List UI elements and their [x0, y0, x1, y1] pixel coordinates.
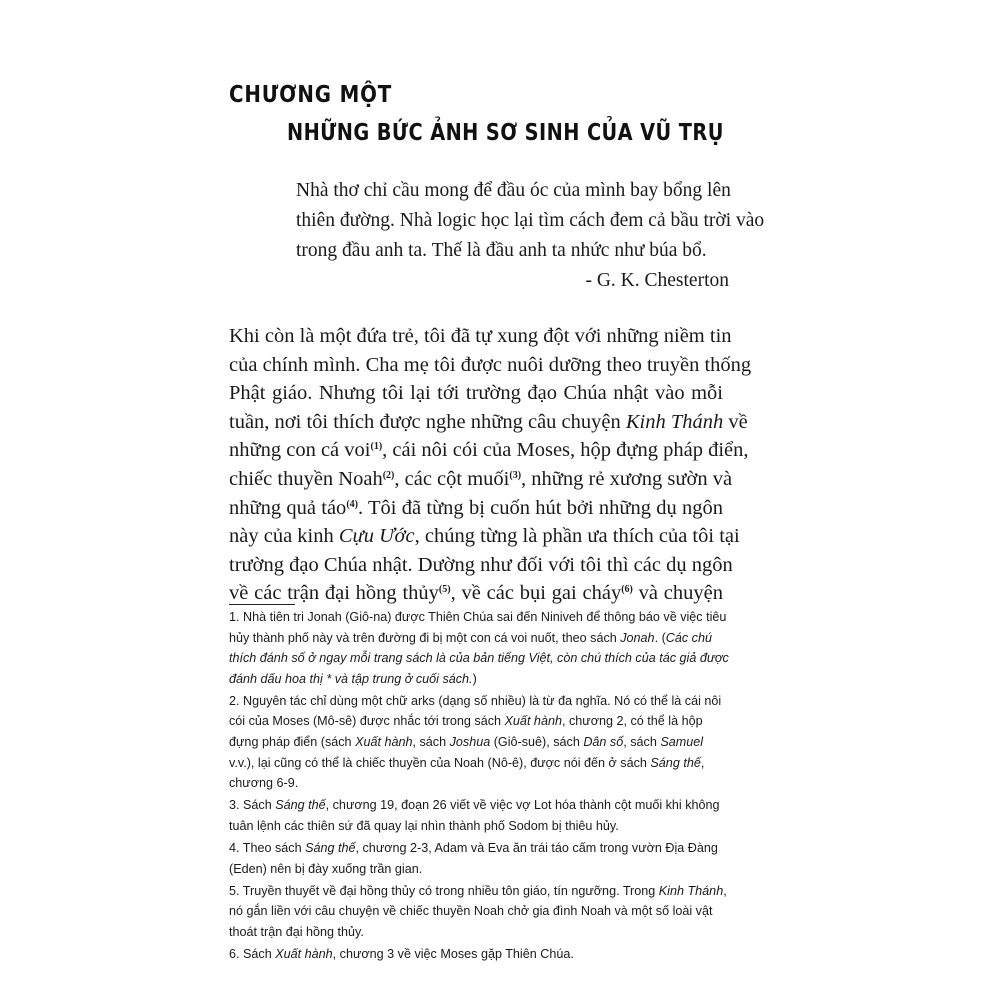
- body-text: , chúng từng là phần ưa thích của tôi tại: [414, 525, 740, 548]
- body-line: [229, 465, 733, 494]
- footnote-divider: [229, 604, 295, 605]
- body-text: , về các bụi gai cháy: [450, 582, 622, 605]
- footnote-5: [229, 881, 744, 943]
- footnote-line: [229, 881, 744, 902]
- footnote-line: [229, 669, 744, 690]
- footnote-italic: Xuất hành: [355, 735, 413, 750]
- footnote-6: [229, 944, 744, 965]
- footnote-text: thoát trận đại hồng thủy.: [229, 924, 364, 939]
- footnote-marker[interactable]: (3): [509, 469, 522, 481]
- footnote-marker[interactable]: (4): [346, 498, 358, 510]
- body-text: trường đạo Chúa nhật. Dường như đối với tôi thì các dụ ngôn: [229, 553, 733, 576]
- body-text: của chính mình. Cha mẹ tôi được nuôi dưỡng theo truyền thống: [229, 353, 752, 376]
- footnote-line: [229, 773, 744, 794]
- body-text: và chuyện: [632, 582, 723, 605]
- body-text: Phật giáo. Nhưng tôi lại tới trường đạo Chúa nhật vào mỗi: [229, 382, 723, 405]
- footnote-text: 3. Sách: [229, 798, 276, 813]
- chapter-title: NHỮNG BỨC ẢNH SƠ SINH CỦA VŨ TRỤ: [287, 120, 724, 146]
- body-line: [229, 408, 748, 437]
- footnote-italic: đánh dấu hoa thị * và tập trung ở cuối sách.: [229, 671, 473, 686]
- footnote-text: chương 6-9.: [229, 776, 299, 791]
- body-line: [229, 379, 723, 408]
- footnote-text: , chương 2-3, Adam và Eva ăn trái táo cấm trong vườn Địa Đàng: [355, 841, 718, 856]
- book-title-italic: Kinh Thánh: [625, 410, 724, 433]
- chapter-label: CHƯƠNG MỘT: [229, 82, 393, 108]
- body-text: Khi còn là một đứa trẻ, tôi đã tự xung đột với những niềm tin: [229, 325, 732, 347]
- footnote-text: 4. Theo sách: [229, 841, 306, 856]
- footnote-text: 6. Sách: [229, 947, 276, 961]
- footnote-text: . (: [654, 630, 666, 645]
- body-line: [229, 494, 723, 523]
- body-line: [229, 351, 752, 380]
- footnote-italic: Samuel: [660, 735, 704, 750]
- footnote-3: [229, 795, 744, 836]
- body-line: [229, 579, 723, 608]
- footnote-line: [229, 607, 744, 628]
- epigraph: [296, 176, 765, 296]
- body-text: này của kinh: [229, 525, 339, 548]
- footnote-italic: Sáng thế: [275, 798, 326, 813]
- footnote-text: ,: [723, 883, 727, 898]
- footnote-text: 5. Truyền thuyết về đại hồng thủy có trong nhiều tôn giáo, tín ngưỡng. Trong: [229, 883, 659, 898]
- epigraph-line: trong đầu anh ta. Thế là đầu anh ta nhức như búa bổ.: [296, 240, 707, 261]
- footnote-marker[interactable]: (2): [382, 469, 395, 481]
- body-line: [229, 522, 740, 551]
- footnote-text: v.v.), lại cũng có thể là chiếc thuyền của Noah (Nô-ê), được nói đến ở sách: [229, 755, 651, 770]
- footnote-text: , sách: [623, 735, 661, 750]
- body-text: những con cá voi: [229, 439, 371, 462]
- footnote-text: , chương 19, đoạn 26 viết về việc vợ Lot hóa thành cột muối khi không: [325, 798, 720, 813]
- footnote-4: [229, 838, 744, 879]
- footnote-italic: Sáng thế: [650, 755, 701, 770]
- footnote-line: [229, 628, 744, 649]
- footnote-text: tuân lệnh các thiên sứ đã quay lại nhìn thành phố Sodom bị thiêu hủy.: [229, 818, 619, 833]
- footnote-text: (Giô-suê), sách: [490, 735, 584, 750]
- footnote-marker[interactable]: (6): [621, 584, 633, 596]
- epigraph-line: thiên đường. Nhà logic học lại tìm cách đem cả bầu trời vào: [296, 210, 765, 231]
- footnote-line: [229, 838, 744, 859]
- footnote-marker[interactable]: (1): [370, 441, 383, 453]
- body-text: tuần, nơi tôi thích được nghe những câu chuyện: [229, 410, 626, 433]
- footnote-line: [229, 901, 744, 922]
- footnote-marker[interactable]: (5): [438, 584, 451, 596]
- footnotes: [229, 607, 744, 966]
- body-text: về: [723, 410, 748, 433]
- footnote-italic: Dân số: [583, 735, 624, 750]
- body-text: , cái nôi cói của Moses, hộp đựng pháp điển,: [382, 439, 749, 462]
- footnote-line: [229, 753, 744, 774]
- footnote-italic: Các chú: [665, 630, 712, 645]
- footnote-italic: Joshua: [449, 735, 491, 750]
- footnote-italic: Jonah: [620, 630, 655, 645]
- footnote-line: [229, 859, 744, 880]
- footnote-text: 1. Nhà tiên tri Jonah (Giô-na) được Thiên Chúa sai đến Niniveh để thông báo về việc tiêu: [229, 610, 727, 624]
- epigraph-attribution: - G. K. Chesterton: [585, 270, 729, 291]
- footnote-italic: Kinh Thánh: [658, 883, 724, 898]
- footnote-line: [229, 648, 744, 669]
- footnote-line: [229, 922, 744, 943]
- body-text: . Tôi đã từng bị cuốn hút bởi những dụ ngôn: [357, 496, 723, 519]
- footnote-text: ,: [700, 755, 705, 770]
- footnote-line: [229, 711, 744, 732]
- body-text: chiếc thuyền Noah: [229, 467, 383, 490]
- body-text: , những rẻ xương sườn và: [521, 467, 733, 490]
- footnote-italic: Sáng thế: [305, 841, 356, 856]
- footnote-text: ): [472, 671, 477, 686]
- footnote-2: [229, 691, 744, 794]
- book-title-italic: Cựu Ước: [338, 525, 415, 548]
- footnote-1: [229, 607, 744, 689]
- body-text: , các cột muối: [394, 467, 510, 490]
- footnote-text: hủy thành phố này và trên đường đi bị một con cá voi nuốt, theo sách: [229, 630, 621, 645]
- footnote-line: [229, 944, 744, 965]
- footnote-line: [229, 816, 744, 837]
- epigraph-line: Nhà thơ chỉ cầu mong để đầu óc của mình bay bổng lên: [296, 180, 731, 201]
- footnote-italic: Xuất hành: [275, 947, 333, 961]
- body-paragraph: [229, 322, 752, 608]
- footnote-text: , chương 2, có thể là hộp: [561, 714, 703, 729]
- footnote-text: nó gắn liền với câu chuyện về chiếc thuyền Noah chở gia đình Noah và một số loài vật: [229, 904, 713, 919]
- footnote-italic: thích đánh số ở ngay mỗi trang sách là của bản tiếng Việt, còn chú thích của tác giả được: [229, 651, 729, 666]
- footnote-italic: Xuất hành: [504, 714, 562, 729]
- body-line: [229, 322, 732, 351]
- footnote-text: , sách: [412, 735, 450, 750]
- footnote-text: , chương 3 về việc Moses gặp Thiên Chúa.: [332, 947, 574, 961]
- body-line: [229, 551, 733, 580]
- footnote-text: cói của Moses (Mô-sê) được nhắc tới trong sách: [229, 714, 505, 729]
- footnote-line: [229, 691, 744, 712]
- body-text: những quả táo: [229, 496, 347, 519]
- footnote-text: (Eden) nên bị đày xuống trần gian.: [229, 861, 423, 876]
- footnote-line: [229, 732, 744, 753]
- footnote-text: đựng pháp điển (sách: [229, 735, 356, 750]
- body-line: [229, 436, 749, 465]
- body-text: về các trận đại hồng thủy: [229, 582, 439, 605]
- footnote-text: 2. Nguyên tác chỉ dùng một chữ arks (dạng số nhiều) là từ đa nghĩa. Nó có thể là cái nôi: [229, 693, 722, 708]
- footnote-line: [229, 795, 744, 816]
